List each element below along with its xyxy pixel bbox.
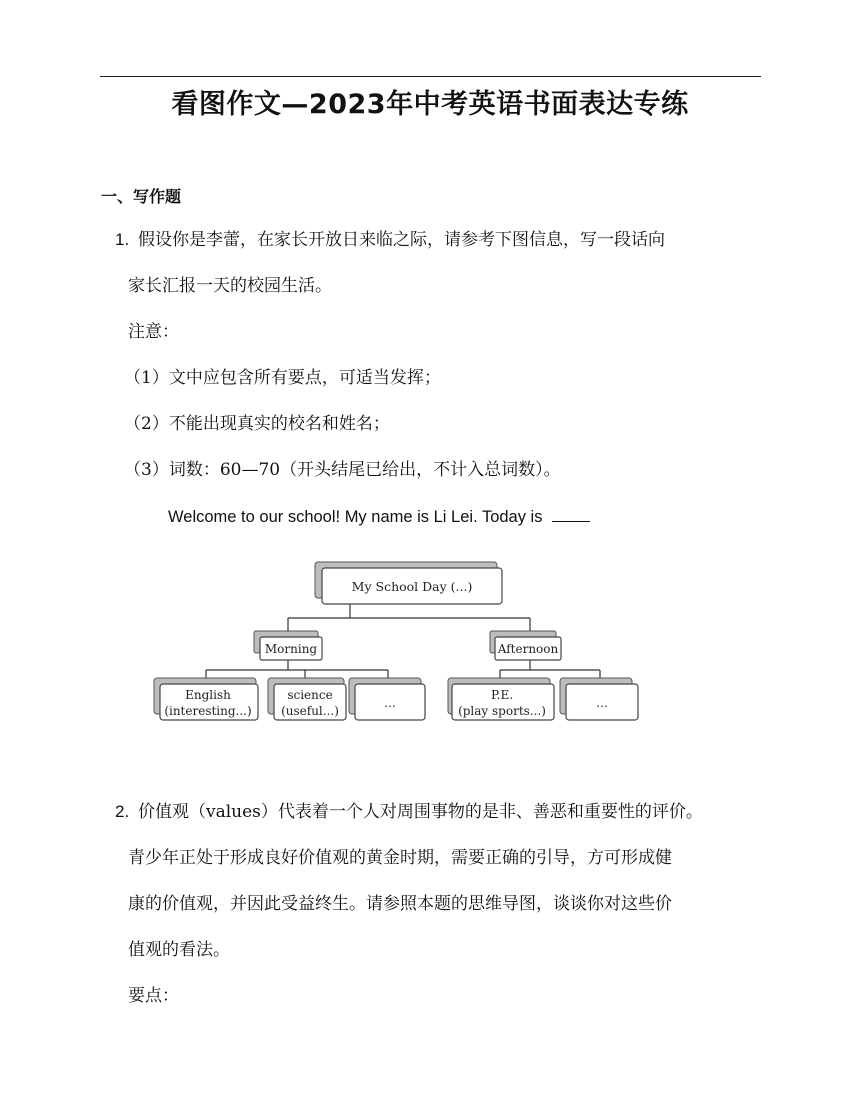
diagram-afternoon-more-label: ... (596, 696, 608, 710)
diagram-pe-node (448, 678, 554, 720)
q2-text-line1 (138, 800, 703, 824)
diagram-morning-label: Morning (264, 642, 318, 656)
q1-number: 1. (115, 230, 130, 249)
q1-text-line2: 家长汇报一天的校园生活。 (128, 276, 332, 296)
section-heading: 一、写作题 (101, 187, 182, 206)
diagram-english-hint: (interesting...) (164, 704, 252, 718)
q2-points-label: 要点： (128, 986, 179, 1006)
q1-text-line1: 假设你是李蕾，在家长开放日来临之际，请参考下图信息，写一段话向 (138, 230, 665, 250)
school-day-diagram (150, 558, 644, 728)
diagram-science-hint: (useful...) (281, 704, 339, 718)
diagram-pe-label: P.E. (490, 688, 514, 702)
q2-number: 2. (115, 802, 130, 821)
diagram-afternoon-more-node (560, 678, 638, 720)
diagram-science-label: science (287, 688, 333, 702)
diagram-afternoon-node (490, 631, 561, 660)
header-rule (100, 76, 761, 77)
q1-opening-sentence (168, 505, 590, 529)
q1-opening-text: Welcome to our school! My name is Li Lei. Today is (168, 508, 543, 526)
answer-blank[interactable] (552, 506, 590, 522)
diagram-science-node (268, 678, 346, 720)
diagram-english-label: English (185, 688, 231, 702)
page-title: 看图作文—2023年中考英语书面表达专练 (171, 89, 689, 120)
diagram-root-node (315, 562, 502, 604)
diagram-pe-hint: (play sports...) (458, 704, 546, 718)
diagram-afternoon-label: Afternoon (497, 642, 559, 656)
diagram-morning-more-node (349, 678, 425, 720)
diagram-morning-more-label: ... (384, 696, 396, 710)
q1-note-1: （1）文中应包含所有要点，可适当发挥； (124, 368, 441, 388)
diagram-root-label: My School Day (...) (351, 579, 473, 594)
q1-note-3: （3）词数：60—70（开头结尾已给出，不计入总词数）。 (124, 460, 561, 480)
q2-text-line3: 康的价值观，并因此受益终生。请参照本题的思维导图，谈谈你对这些价 (128, 894, 672, 914)
q2-text-line4: 值观的看法。 (128, 940, 230, 960)
diagram-english-node (154, 678, 258, 720)
q2-text-line2: 青少年正处于形成良好价值观的黄金时期，需要正确的引导，方可形成健 (128, 848, 672, 868)
q2-text-line1-content: 价值观（values）代表着一个人对周围事物的是非、善恶和重要性的评价。 (138, 802, 703, 822)
q1-note-label: 注意： (128, 322, 179, 342)
diagram-morning-node (254, 631, 322, 660)
q1-note-2: （2）不能出现真实的校名和姓名； (124, 414, 390, 434)
